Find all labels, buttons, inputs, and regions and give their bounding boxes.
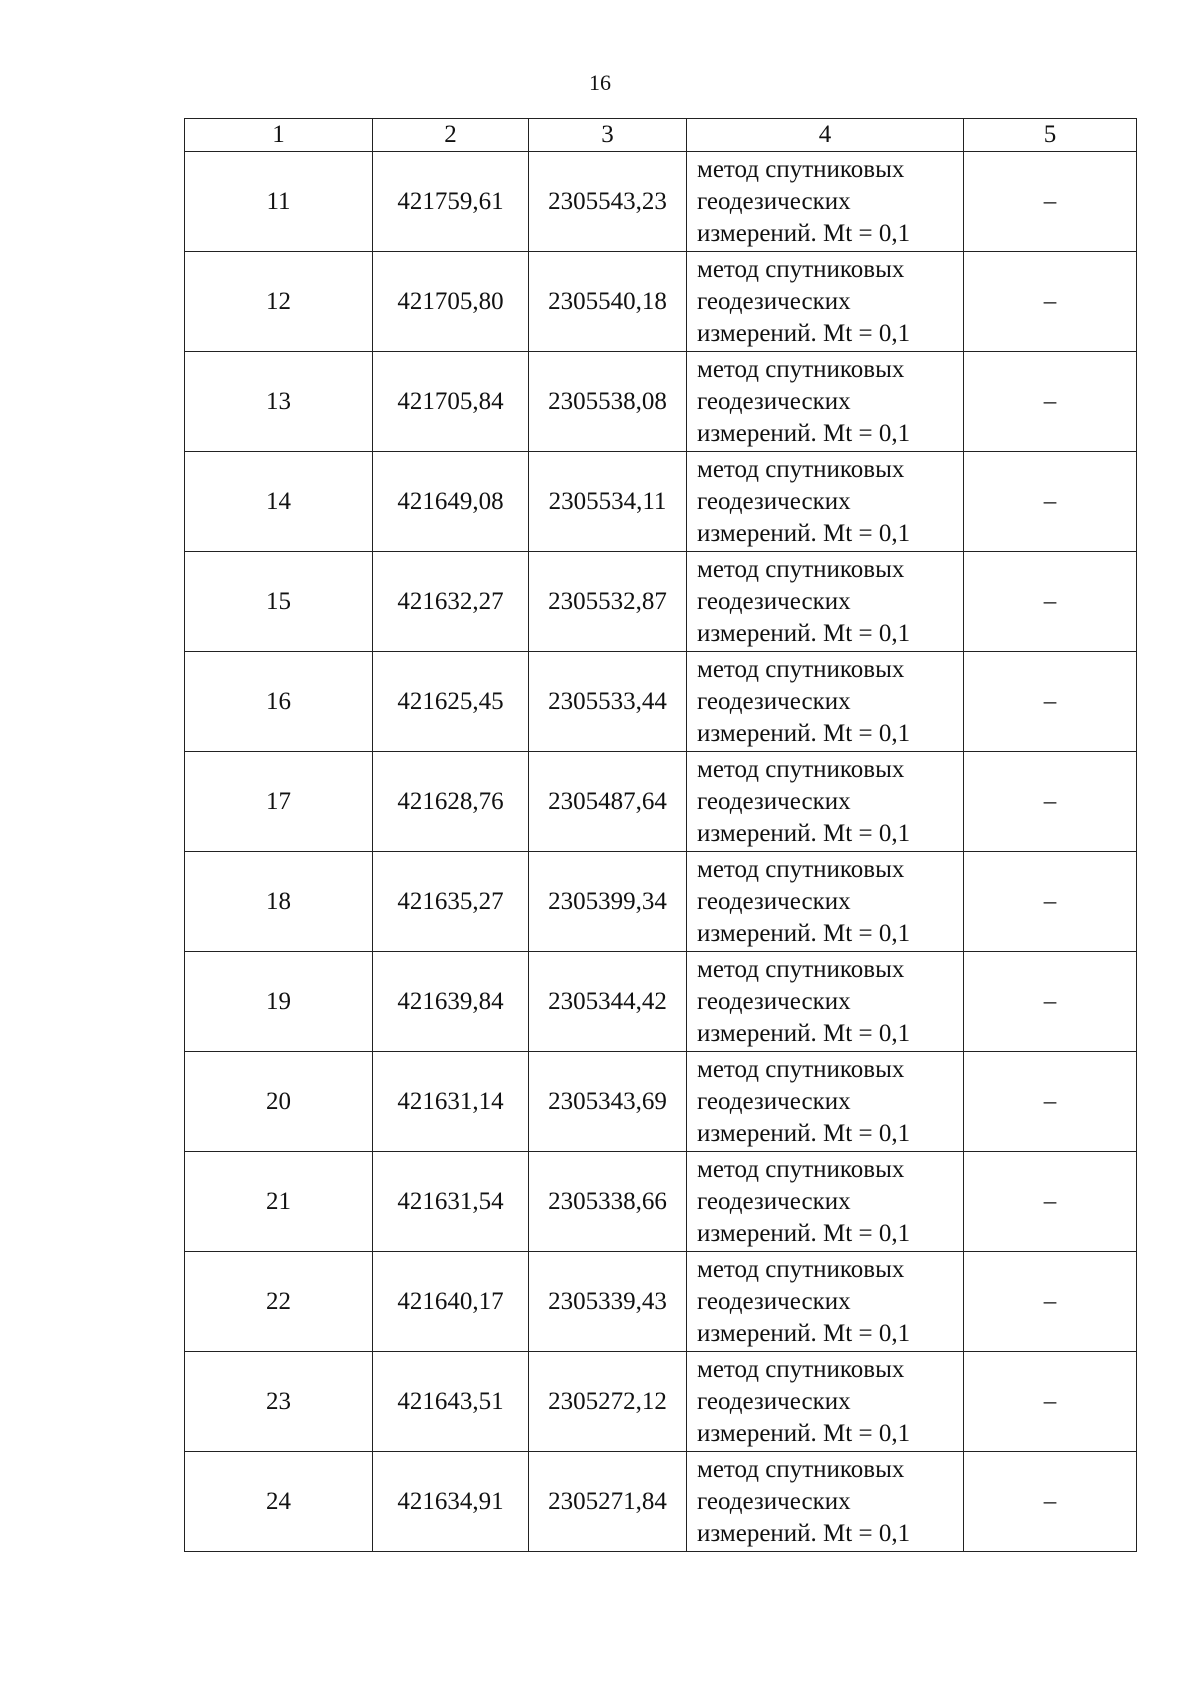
point-number-cell: 21 xyxy=(185,1152,373,1252)
method-line-1: метод спутниковых xyxy=(697,555,905,583)
x-coordinate-cell: 421649,08 xyxy=(373,452,529,552)
y-coordinate-cell: 2305271,84 xyxy=(529,1452,687,1552)
method-line-1: метод спутниковых xyxy=(697,455,905,483)
method-cell xyxy=(687,1152,964,1252)
note-cell: – xyxy=(964,752,1137,852)
x-coordinate-cell: 421635,27 xyxy=(373,852,529,952)
point-number-cell: 12 xyxy=(185,252,373,352)
x-coordinate-cell: 421628,76 xyxy=(373,752,529,852)
x-coordinate-cell: 421705,84 xyxy=(373,352,529,452)
x-coordinate-cell: 421640,17 xyxy=(373,1252,529,1352)
y-coordinate-cell: 2305272,12 xyxy=(529,1352,687,1452)
note-cell: – xyxy=(964,952,1137,1052)
method-cell xyxy=(687,452,964,552)
method-line-2: геодезических xyxy=(697,1387,851,1415)
coordinates-table xyxy=(184,118,1137,1552)
note-cell: – xyxy=(964,1352,1137,1452)
header-cell-5: 5 xyxy=(964,119,1137,152)
method-line-3: измерений. Mt = 0,1 xyxy=(697,519,911,547)
method-line-1: метод спутниковых xyxy=(697,1255,905,1283)
method-line-2: геодезических xyxy=(697,787,851,815)
method-line-1: метод спутниковых xyxy=(697,655,905,683)
y-coordinate-cell: 2305338,66 xyxy=(529,1152,687,1252)
method-line-2: геодезических xyxy=(697,287,851,315)
method-line-3: измерений. Mt = 0,1 xyxy=(697,419,911,447)
method-line-2: геодезических xyxy=(697,987,851,1015)
method-line-2: геодезических xyxy=(697,187,851,215)
method-line-3: измерений. Mt = 0,1 xyxy=(697,919,911,947)
table-row xyxy=(185,752,1137,852)
note-cell: – xyxy=(964,452,1137,552)
method-line-3: измерений. Mt = 0,1 xyxy=(697,719,911,747)
table-header xyxy=(185,119,1137,152)
point-number-cell: 23 xyxy=(185,1352,373,1452)
x-coordinate-cell: 421632,27 xyxy=(373,552,529,652)
point-number-cell: 15 xyxy=(185,552,373,652)
method-line-1: метод спутниковых xyxy=(697,355,905,383)
method-cell xyxy=(687,952,964,1052)
note-cell: – xyxy=(964,852,1137,952)
table-row xyxy=(185,652,1137,752)
method-line-3: измерений. Mt = 0,1 xyxy=(697,1419,911,1447)
table-body xyxy=(185,152,1137,1552)
point-number-cell: 20 xyxy=(185,1052,373,1152)
point-number-cell: 22 xyxy=(185,1252,373,1352)
table-row xyxy=(185,1452,1137,1552)
y-coordinate-cell: 2305487,64 xyxy=(529,752,687,852)
method-line-3: измерений. Mt = 0,1 xyxy=(697,1319,911,1347)
table-row xyxy=(185,1052,1137,1152)
method-line-2: геодезических xyxy=(697,887,851,915)
method-cell xyxy=(687,252,964,352)
method-line-1: метод спутниковых xyxy=(697,1355,905,1383)
table-row xyxy=(185,352,1137,452)
method-line-3: измерений. Mt = 0,1 xyxy=(697,1219,911,1247)
method-cell xyxy=(687,752,964,852)
header-cell-2: 2 xyxy=(373,119,529,152)
x-coordinate-cell: 421634,91 xyxy=(373,1452,529,1552)
x-coordinate-cell: 421759,61 xyxy=(373,152,529,252)
y-coordinate-cell: 2305538,08 xyxy=(529,352,687,452)
y-coordinate-cell: 2305399,34 xyxy=(529,852,687,952)
x-coordinate-cell: 421631,54 xyxy=(373,1152,529,1252)
x-coordinate-cell: 421705,80 xyxy=(373,252,529,352)
method-line-3: измерений. Mt = 0,1 xyxy=(697,1119,911,1147)
method-line-2: геодезических xyxy=(697,587,851,615)
point-number-cell: 11 xyxy=(185,152,373,252)
method-cell xyxy=(687,1352,964,1452)
table-row xyxy=(185,952,1137,1052)
table-row xyxy=(185,1152,1137,1252)
method-line-3: измерений. Mt = 0,1 xyxy=(697,219,911,247)
header-cell-1: 1 xyxy=(185,119,373,152)
method-cell xyxy=(687,652,964,752)
y-coordinate-cell: 2305534,11 xyxy=(529,452,687,552)
method-cell xyxy=(687,1052,964,1152)
point-number-cell: 17 xyxy=(185,752,373,852)
method-cell xyxy=(687,352,964,452)
table-row xyxy=(185,152,1137,252)
method-line-1: метод спутниковых xyxy=(697,155,905,183)
page-number: 16 xyxy=(589,70,611,95)
method-line-2: геодезических xyxy=(697,487,851,515)
method-cell xyxy=(687,1252,964,1352)
y-coordinate-cell: 2305543,23 xyxy=(529,152,687,252)
table-row xyxy=(185,1252,1137,1352)
method-cell xyxy=(687,552,964,652)
note-cell: – xyxy=(964,352,1137,452)
header-cell-3: 3 xyxy=(529,119,687,152)
y-coordinate-cell: 2305532,87 xyxy=(529,552,687,652)
note-cell: – xyxy=(964,1052,1137,1152)
method-line-1: метод спутниковых xyxy=(697,1455,905,1483)
method-line-2: геодезических xyxy=(697,1087,851,1115)
method-line-2: геодезических xyxy=(697,1287,851,1315)
method-line-2: геодезических xyxy=(697,1487,851,1515)
method-line-1: метод спутниковых xyxy=(697,1055,905,1083)
method-line-2: геодезических xyxy=(697,387,851,415)
method-line-3: измерений. Mt = 0,1 xyxy=(697,619,911,647)
x-coordinate-cell: 421631,14 xyxy=(373,1052,529,1152)
note-cell: – xyxy=(964,652,1137,752)
y-coordinate-cell: 2305533,44 xyxy=(529,652,687,752)
method-line-1: метод спутниковых xyxy=(697,755,905,783)
method-line-3: измерений. Mt = 0,1 xyxy=(697,1019,911,1047)
table-row xyxy=(185,452,1137,552)
method-line-1: метод спутниковых xyxy=(697,955,905,983)
point-number-cell: 14 xyxy=(185,452,373,552)
y-coordinate-cell: 2305540,18 xyxy=(529,252,687,352)
point-number-cell: 16 xyxy=(185,652,373,752)
header-row xyxy=(185,119,1137,152)
y-coordinate-cell: 2305343,69 xyxy=(529,1052,687,1152)
method-cell xyxy=(687,152,964,252)
point-number-cell: 13 xyxy=(185,352,373,452)
note-cell: – xyxy=(964,1152,1137,1252)
note-cell: – xyxy=(964,552,1137,652)
point-number-cell: 19 xyxy=(185,952,373,1052)
method-line-3: измерений. Mt = 0,1 xyxy=(697,319,911,347)
method-line-2: геодезических xyxy=(697,687,851,715)
table-row xyxy=(185,852,1137,952)
method-line-1: метод спутниковых xyxy=(697,255,905,283)
note-cell: – xyxy=(964,252,1137,352)
y-coordinate-cell: 2305339,43 xyxy=(529,1252,687,1352)
table-row xyxy=(185,1352,1137,1452)
x-coordinate-cell: 421625,45 xyxy=(373,652,529,752)
point-number-cell: 24 xyxy=(185,1452,373,1552)
method-line-2: геодезических xyxy=(697,1187,851,1215)
header-cell-4: 4 xyxy=(687,119,964,152)
method-cell xyxy=(687,852,964,952)
note-cell: – xyxy=(964,1452,1137,1552)
method-line-3: измерений. Mt = 0,1 xyxy=(697,819,911,847)
y-coordinate-cell: 2305344,42 xyxy=(529,952,687,1052)
method-cell xyxy=(687,1452,964,1552)
x-coordinate-cell: 421643,51 xyxy=(373,1352,529,1452)
table-row xyxy=(185,552,1137,652)
method-line-1: метод спутниковых xyxy=(697,1155,905,1183)
method-line-1: метод спутниковых xyxy=(697,855,905,883)
x-coordinate-cell: 421639,84 xyxy=(373,952,529,1052)
note-cell: – xyxy=(964,152,1137,252)
note-cell: – xyxy=(964,1252,1137,1352)
method-line-3: измерений. Mt = 0,1 xyxy=(697,1519,911,1547)
table-row xyxy=(185,252,1137,352)
point-number-cell: 18 xyxy=(185,852,373,952)
